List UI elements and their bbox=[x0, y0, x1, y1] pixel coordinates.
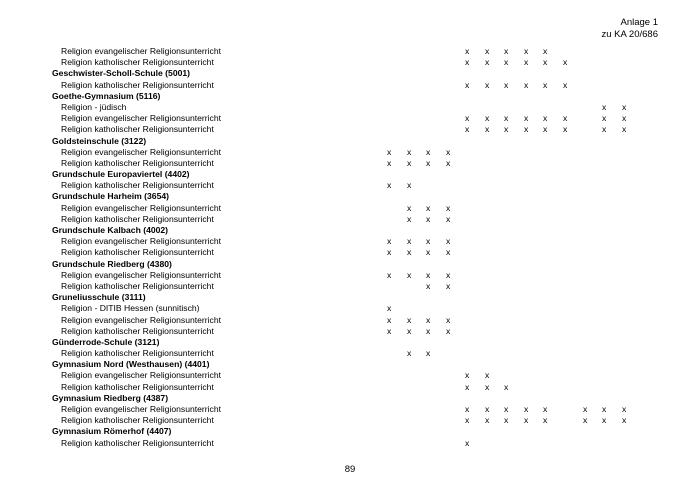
offer-mark: x bbox=[446, 280, 451, 291]
offer-mark: x bbox=[407, 314, 412, 325]
school-heading-row bbox=[52, 259, 652, 270]
offer-mark: x bbox=[446, 213, 451, 224]
offer-mark: x bbox=[543, 57, 548, 68]
school-heading-row bbox=[52, 337, 652, 348]
subject-name: Religion katholischer Religionsunterricht bbox=[61, 57, 214, 68]
offer-mark: x bbox=[485, 124, 490, 135]
offer-mark: x bbox=[446, 247, 451, 258]
school-name: Gymnasium Römerhof (4407) bbox=[52, 426, 172, 437]
subject-name: Religion evangelischer Religionsunterricht bbox=[61, 46, 222, 56]
offer-mark: x bbox=[426, 280, 431, 291]
offer-mark: x bbox=[504, 124, 509, 135]
school-heading-row bbox=[52, 136, 652, 147]
school-name: Gruneliusschule (3111) bbox=[52, 292, 146, 303]
offer-mark: x bbox=[387, 247, 392, 258]
offer-mark: x bbox=[524, 404, 529, 414]
offer-mark: x bbox=[504, 113, 509, 124]
offer-mark: x bbox=[446, 314, 451, 325]
subject-row bbox=[52, 102, 652, 113]
offer-mark: x bbox=[407, 213, 412, 224]
offer-mark: x bbox=[465, 79, 470, 90]
offer-mark: x bbox=[465, 124, 470, 135]
subject-name: Religion katholischer Religionsunterricht bbox=[61, 79, 214, 90]
school-heading-row bbox=[52, 169, 652, 180]
offer-mark: x bbox=[543, 113, 548, 124]
offer-mark: x bbox=[524, 79, 529, 90]
school-heading-row bbox=[52, 292, 652, 303]
subject-row bbox=[52, 180, 652, 191]
annex-reference bbox=[601, 17, 658, 41]
subject-name: Religion evangelischer Religionsunterricht bbox=[61, 370, 222, 381]
offer-mark: x bbox=[485, 370, 490, 381]
offer-mark: x bbox=[622, 113, 627, 124]
offer-mark: x bbox=[387, 314, 392, 325]
school-name: Goldsteinschule (3122) bbox=[52, 135, 147, 146]
school-heading-row bbox=[52, 68, 652, 79]
offer-mark: x bbox=[426, 269, 431, 280]
school-heading-row bbox=[52, 91, 652, 102]
subject-row bbox=[52, 370, 652, 381]
offer-mark: x bbox=[407, 247, 412, 258]
offer-mark: x bbox=[485, 113, 490, 124]
subject-name: Religion - DITIB Hessen (sunnitisch) bbox=[61, 303, 200, 314]
offer-mark: x bbox=[485, 404, 490, 414]
offer-mark: x bbox=[446, 146, 451, 157]
offer-mark: x bbox=[465, 57, 470, 68]
school-heading-row bbox=[52, 359, 652, 370]
subject-name: Religion evangelischer Religionsunterricht bbox=[61, 404, 222, 414]
subject-name: Religion - jüdisch bbox=[61, 101, 127, 112]
offer-mark: x bbox=[446, 202, 451, 213]
offer-mark: x bbox=[465, 113, 470, 124]
offer-mark: x bbox=[446, 269, 451, 280]
offer-mark: x bbox=[602, 113, 607, 124]
offer-mark: x bbox=[543, 404, 548, 414]
subject-name: Religion evangelischer Religionsunterricht bbox=[61, 269, 222, 280]
offer-mark: x bbox=[485, 57, 490, 68]
offer-mark: x bbox=[602, 101, 607, 112]
annex-line-1: Anlage 1 bbox=[620, 17, 658, 28]
subject-name: Religion katholischer Religionsunterricht bbox=[61, 280, 214, 291]
school-name: Günderrode-Schule (3121) bbox=[52, 336, 160, 347]
school-name: Geschwister-Scholl-Schule (5001) bbox=[52, 68, 191, 79]
offer-mark: x bbox=[446, 236, 451, 247]
offer-mark: x bbox=[407, 180, 412, 191]
offer-mark: x bbox=[426, 202, 431, 213]
offer-mark: x bbox=[426, 146, 431, 157]
subject-name: Religion katholischer Religionsunterricht bbox=[61, 325, 214, 336]
offer-mark: x bbox=[446, 325, 451, 336]
offer-mark: x bbox=[426, 348, 431, 359]
subject-row bbox=[52, 303, 652, 314]
annex-line-2: zu KA 20/686 bbox=[601, 29, 658, 40]
school-name: Gymnasium Riedberg (4387) bbox=[52, 392, 169, 403]
offer-mark: x bbox=[426, 236, 431, 247]
subject-row bbox=[52, 315, 652, 326]
school-name: Grundschule Kalbach (4002) bbox=[52, 225, 169, 235]
offer-mark: x bbox=[387, 325, 392, 336]
subject-row bbox=[52, 214, 652, 225]
school-name: Grundschule Harheim (3654) bbox=[52, 191, 170, 202]
offer-mark: x bbox=[583, 404, 588, 414]
offer-mark: x bbox=[387, 269, 392, 280]
offer-mark: x bbox=[622, 101, 627, 112]
offer-mark: x bbox=[465, 437, 470, 448]
school-heading-row bbox=[52, 225, 652, 236]
offer-mark: x bbox=[407, 202, 412, 213]
subject-row bbox=[52, 203, 652, 214]
school-heading-row bbox=[52, 191, 652, 202]
subject-row bbox=[52, 270, 652, 281]
offer-mark: x bbox=[622, 415, 627, 426]
subject-row bbox=[52, 326, 652, 337]
offer-mark: x bbox=[543, 415, 548, 426]
subject-row bbox=[52, 404, 652, 415]
offer-mark: x bbox=[407, 146, 412, 157]
subject-row bbox=[52, 124, 652, 135]
subject-name: Religion katholischer Religionsunterricht bbox=[61, 124, 214, 135]
offer-mark: x bbox=[387, 180, 392, 191]
offer-mark: x bbox=[465, 46, 470, 56]
offer-mark: x bbox=[602, 404, 607, 414]
subject-row bbox=[52, 415, 652, 426]
subject-row bbox=[52, 382, 652, 393]
subject-name: Religion katholischer Religionsunterricht bbox=[61, 348, 214, 359]
offer-mark: x bbox=[446, 157, 451, 168]
school-name: Goethe-Gymnasium (5116) bbox=[52, 90, 161, 101]
subject-name: Religion evangelischer Religionsunterricht bbox=[61, 146, 222, 157]
offer-mark: x bbox=[387, 157, 392, 168]
school-heading-row bbox=[52, 393, 652, 404]
offer-mark: x bbox=[504, 415, 509, 426]
offer-mark: x bbox=[524, 113, 529, 124]
offer-mark: x bbox=[465, 370, 470, 381]
subject-row bbox=[52, 113, 652, 124]
offer-mark: x bbox=[504, 381, 509, 392]
subject-row bbox=[52, 158, 652, 169]
offer-mark: x bbox=[485, 46, 490, 56]
school-name: Gymnasium Nord (Westhausen) (4401) bbox=[52, 359, 210, 370]
subject-name: Religion katholischer Religionsunterricht bbox=[61, 381, 214, 392]
subject-row bbox=[52, 46, 652, 57]
offer-mark: x bbox=[622, 404, 627, 414]
offer-mark: x bbox=[485, 381, 490, 392]
offer-mark: x bbox=[407, 157, 412, 168]
offer-mark: x bbox=[407, 325, 412, 336]
offer-mark: x bbox=[543, 46, 548, 56]
offer-mark: x bbox=[504, 79, 509, 90]
page-number: 89 bbox=[344, 464, 356, 475]
subject-row bbox=[52, 438, 652, 449]
offer-mark: x bbox=[485, 79, 490, 90]
offer-mark: x bbox=[407, 269, 412, 280]
offer-mark: x bbox=[524, 124, 529, 135]
offer-mark: x bbox=[602, 415, 607, 426]
offer-mark: x bbox=[387, 236, 392, 247]
offer-mark: x bbox=[387, 303, 392, 314]
offer-mark: x bbox=[426, 325, 431, 336]
subject-name: Religion evangelischer Religionsunterricht bbox=[61, 202, 222, 213]
subject-name: Religion katholischer Religionsunterricht bbox=[61, 157, 214, 168]
offer-mark: x bbox=[426, 213, 431, 224]
offer-mark: x bbox=[504, 404, 509, 414]
offer-mark: x bbox=[407, 348, 412, 359]
subject-name: Religion evangelischer Religionsunterricht bbox=[61, 314, 222, 325]
school-name: Grundschule Riedberg (4380) bbox=[52, 258, 172, 269]
subject-row bbox=[52, 247, 652, 258]
offer-mark: x bbox=[504, 57, 509, 68]
offer-mark: x bbox=[407, 236, 412, 247]
offer-mark: x bbox=[563, 79, 568, 90]
offer-mark: x bbox=[465, 381, 470, 392]
subject-row bbox=[52, 80, 652, 91]
subject-row bbox=[52, 348, 652, 359]
offer-mark: x bbox=[426, 247, 431, 258]
offer-mark: x bbox=[426, 314, 431, 325]
school-heading-row bbox=[52, 426, 652, 437]
offer-mark: x bbox=[504, 46, 509, 56]
offer-mark: x bbox=[524, 415, 529, 426]
subject-name: Religion katholischer Religionsunterricht bbox=[61, 437, 214, 448]
school-name: Grundschule Europaviertel (4402) bbox=[52, 169, 190, 180]
subject-row bbox=[52, 281, 652, 292]
subject-name: Religion katholischer Religionsunterricht bbox=[61, 247, 214, 258]
subject-name: Religion evangelischer Religionsunterricht bbox=[61, 113, 222, 124]
offer-mark: x bbox=[622, 124, 627, 135]
subject-row bbox=[52, 147, 652, 158]
subject-name: Religion katholischer Religionsunterricht bbox=[61, 213, 214, 224]
religion-offer-table bbox=[52, 46, 652, 449]
subject-name: Religion evangelischer Religionsunterricht bbox=[61, 236, 222, 247]
offer-mark: x bbox=[426, 157, 431, 168]
offer-mark: x bbox=[563, 124, 568, 135]
subject-name: Religion katholischer Religionsunterricht bbox=[61, 415, 214, 426]
offer-mark: x bbox=[485, 415, 490, 426]
offer-mark: x bbox=[563, 57, 568, 68]
offer-mark: x bbox=[524, 57, 529, 68]
subject-row bbox=[52, 57, 652, 68]
offer-mark: x bbox=[524, 46, 529, 56]
offer-mark: x bbox=[543, 124, 548, 135]
offer-mark: x bbox=[465, 404, 470, 414]
offer-mark: x bbox=[543, 79, 548, 90]
offer-mark: x bbox=[583, 415, 588, 426]
subject-name: Religion katholischer Religionsunterricht bbox=[61, 180, 214, 191]
subject-row bbox=[52, 236, 652, 247]
offer-mark: x bbox=[387, 146, 392, 157]
offer-mark: x bbox=[563, 113, 568, 124]
offer-mark: x bbox=[602, 124, 607, 135]
offer-mark: x bbox=[465, 415, 470, 426]
